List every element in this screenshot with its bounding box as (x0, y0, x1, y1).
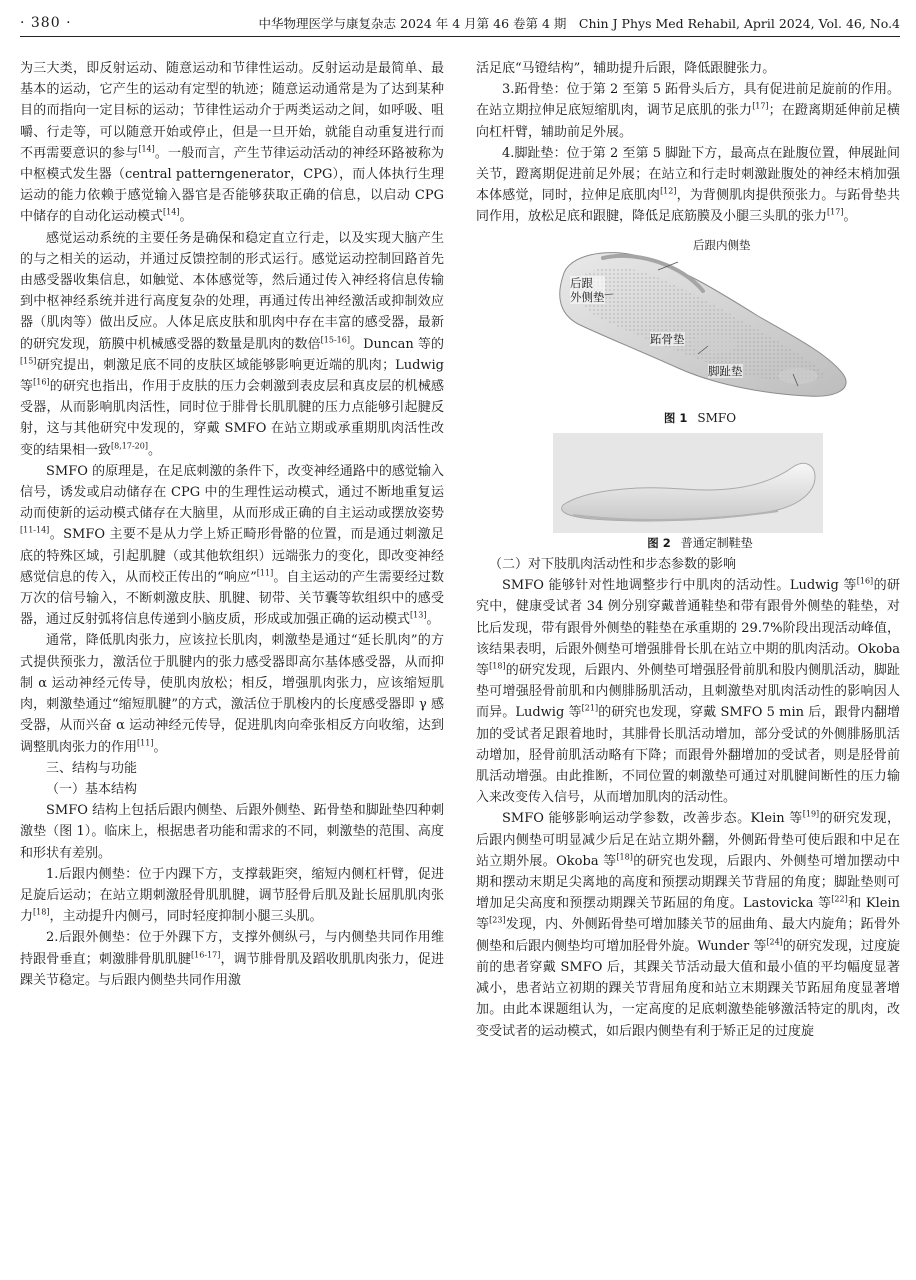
paragraph: 3.跖骨垫：位于第 2 至第 5 跖骨头后方，具有促进前足旋前的作用。在站立期拉伸足底短缩肌肉，调节足底肌的张力[17]；在蹬离期延伸前足横向杠杆臂，辅助前足外展。 (476, 82, 900, 140)
paragraph: 4.脚趾垫：位于第 2 至第 5 脚趾下方，最高点在趾腹位置，伸展趾间关节，蹬离期促进前足外展；在站立和行走时刺激趾腹处的神经末梢加强本体感觉，同时，拉伸足底肌肉[12]，为背侧肌肉提供预张力。与跖骨垫共同作用，放松足底和跟腱，降低足底筋膜及小腿三头肌的张力[17]。 (476, 145, 900, 225)
right-column (476, 58, 900, 1042)
left-column (20, 58, 444, 991)
citation: [16] (33, 377, 50, 387)
paragraph: 1.后跟内侧垫：位于内踝下方，支撑载距突，缩短内侧杠杆臂，促进足旋后运动；在站立期刺激胫骨肌肌腱，调节胫骨后肌及趾长屈肌肌肉张力[18]，主动提升内侧弓，同时轻度抑制小腿三头肌。 (20, 866, 444, 925)
paragraph: 为三大类，即反射运动、随意运动和节律性运动。反射运动是最简单、最基本的运动，它产生的运动有定型的轨迹；随意运动通常是为了达到某种目的而指向一定目标的运动；节律性运动介于两类运动之间，如呼吸、咀嚼、行走等，可以随意开始或停止，但是一旦开始，就能自动重复进行而不再需要意识的参与[14]。一般而言，产生节律运动活动的神经环路被称为中枢模式发生器（central patterngenerator，CPG），而人体执行生理运动的能力依赖于感觉输入器官是否能够获取正确的信息，以启动 CPG 中储存的自动化运动模式[14]。 (20, 61, 444, 225)
figure-1-caption: 图 1 SMFO (663, 410, 737, 425)
citation: [18] (33, 907, 50, 917)
citation: [18] (616, 852, 633, 862)
section-heading: 三、结构与功能 (46, 760, 138, 776)
label-medial-heel-pad: 后跟内侧垫 (693, 237, 751, 252)
citation: [14] (138, 144, 155, 154)
citation: [11] (256, 568, 274, 578)
paragraph: 通常，降低肌肉张力，应该拉长肌肉，刺激垫是通过“延长肌肉”的方式提供预张力，激活位于肌腱内的张力感受器即高尔基体感受器，从而抑制 α 运动神经元传导，使肌肉放松；相反，增强肌肉张力，应该缩短肌肉，刺激垫通过“缩短肌腱”的方式，激活位于肌梭内的长度感受器即 γ 感受器，从而兴奋 α 运动神经元传导，促进肌肉向牵张相反方向收缩，达到调整肌肉张力的作用[11]。 (20, 633, 444, 755)
citation: [17] (752, 102, 769, 112)
label-metatarsal-pad: 跖骨垫 (650, 331, 685, 346)
citation: [19] (802, 810, 820, 820)
citation: [15-16] (320, 335, 350, 345)
toe-pad (778, 368, 818, 384)
smfo-insole-illustration (508, 236, 868, 408)
paragraph: 活足底“马镫结构”，辅助提升后跟，降低跟腱张力。 (476, 61, 776, 76)
citation: [15] (20, 356, 37, 366)
label-toe-pad: 脚趾垫 (708, 363, 743, 378)
citation: [23] (489, 916, 506, 926)
citation: [16] (856, 576, 874, 586)
citation: [11-14] (20, 526, 50, 536)
subsection-heading: （二）对下肢肌肉活动性和步态参数的影响 (489, 557, 737, 573)
citation: [18] (489, 661, 506, 671)
paragraph: 2.后跟外侧垫：位于外踝下方，支撑外侧纵弓，与内侧垫共同作用维持跟骨垂直；刺激腓骨肌肌腱[16-17]，调节腓骨肌及蹈收肌肌肉张力，促进踝关节稳定。与后跟内侧垫共同作用激 (20, 930, 444, 988)
subsection-heading: （一）基本结构 (46, 781, 138, 797)
journal-citation: 中华物理医学与康复杂志 2024 年 4 月第 46 卷第 4 期 Chin J Phys Med Rehabil, April 2024, Vol. 46, No.4 (258, 16, 900, 31)
paragraph: SMFO 的原理是，在足底刺激的条件下，改变神经通路中的感觉输入信号，诱发或启动储存在 CPG 中的生理性运动模式，通过不断地重复运动而使新的运动模式储存在大脑里，从而形成正确的自主运动或摆放姿势[11-14]。SMFO 主要不是从力学上矫正畸形骨骼的位置，而是通过刺激足底的特殊区域，引起肌腱（或其他软组织）远端张力的变化，即改变神经感觉信息的传入，从而校正传出的“响应”[11]。自主运动的产生需要经过数万次的信号输入，不断刺激皮肤、肌腱、韧带、关节囊等软组织中的感受器，通过反射弧将信息传递到小脑皮质，形成或加强正确的运动模式[13]。 (20, 463, 444, 628)
citation: [21] (581, 704, 599, 714)
figure-2-caption: 图 2 普通定制鞋垫 (647, 535, 753, 550)
citation: [17] (827, 208, 844, 218)
citation: [14] (163, 208, 180, 218)
paragraph: SMFO 结构上包括后跟内侧垫、后跟外侧垫、跖骨垫和脚趾垫四种刺激垫（图 1）。临床上，根据患者功能和需求的不同，刺激垫的范围、高度和形状有差别。 (20, 803, 444, 861)
running-header (20, 10, 900, 37)
citation: [13] (410, 610, 427, 620)
citation: [24] (766, 937, 783, 947)
citation: [16-17] (191, 950, 221, 960)
metatarsal-pad (691, 334, 735, 354)
citation: [12] (660, 186, 677, 196)
citation: [8,17-20] (111, 441, 148, 451)
custom-insole-illustration (553, 433, 823, 533)
paragraph: SMFO 能够针对性地调整步行中肌肉的活动性。Ludwig 等[16]的研究中，健康受试者 34 例分别穿戴普通鞋垫和带有跟骨外侧垫的鞋垫，对比后发现，带有跟骨外侧垫的鞋垫在承重期的 29.7%阶段出现活动峰值，该结果表明，后跟外侧垫可增强腓骨长肌在站立中期的肌肉活动。Okoba 等[18]的研究发现，后跟内、外侧垫可增强胫骨前肌和股内侧肌活动，脚趾垫可增强胫骨前肌和内侧腓肠肌活动，且刺激垫对肌肉活动性的影响因人而异。Ludwig 等[21]的研究也发现，穿戴 SMFO 5 min 后，跟骨内翻增加的受试者足跟着地时，其腓骨长肌活动增加，部分受试的外侧腓肠肌活动增加，胫骨前肌活动略有下降；而跟骨外翻增加的受试者，则是胫骨前肌活动增强。由此推断，不同位置的刺激垫可通过对肌腱间断性的压力输入来改变传入信号，从而增加肌肉的活动性。 (476, 576, 900, 806)
paragraph: SMFO 能够影响运动学参数，改善步态。Klein 等[19]的研究发现，后跟内侧垫可明显减少后足在站立期外翻，外侧跖骨垫可使后跟和中足在站立期外展。Okoba 等[18]的研究也发现，后跟内、外侧垫可增加摆动中期和摆动末期足尖离地的高度和预摆动期踝关节背屈的角度；脚趾垫则可增加足尖高度和预摆动期踝关节跖屈的角度。Lastovicka 等[22]和 Klein 等[23]发现，内、外侧跖骨垫可增加膝关节的屈曲角、最大内旋角；跖骨外侧垫和后跟内侧垫均可增加胫骨外旋。Wunder 等[24]的研究发现，过度旋前的患者穿戴 SMFO 后，其踝关节活动最大值和最小值的平均幅度显著减小，患者站立初期的踝关节背屈角度和站立末期踝关节跖屈角度显著增加。由此本课题组认为，一定高度的足底刺激垫能够激活特定的肌肉，改变受试者的运动模式，如后跟内侧垫有利于矫正足的过度旋 (476, 810, 900, 1039)
citation: [11] (137, 738, 154, 748)
figure-1-smfo-insole (508, 236, 868, 408)
page-number: · 380 · (20, 15, 72, 31)
citation: [22] (831, 894, 848, 904)
label-lateral-heel-pad: 后跟 外侧垫 (570, 275, 605, 304)
figure-2-insole-photo (553, 433, 823, 533)
paragraph: 感觉运动系统的主要任务是确保和稳定直立行走，以及实现大脑产生的与之相关的运动，并通过反馈控制的形式运行。感觉运动控制回路首先由感受器收集信息，如触觉、本体感觉等，然后通过传入神经将信息传输到中枢神经系统并进行高度复杂的处理，再通过传出神经激活或抑制效应器（肌肉等）做出反应。人体足底皮肤和肌肉中存在丰富的感受器，最新的研究发现，筋膜中机械感受器的数量是肌肉的数倍[15-16]。Duncan 等的[15]研究提出，刺激足底不同的皮肤区域能够影响更近端的肌肉；Ludwig 等[16]的研究也指出，作用于皮肤的压力会刺激到表皮层和真皮层的机械感受器，从而影响肌肉活性，同时位于腓骨长肌肌腱的压力点能够引起腱反射，这与其他研究中发现的，穿戴 SMFO 在站立期或承重期肌肉活性改变的结果相一致[8,17-20]。 (20, 230, 444, 458)
